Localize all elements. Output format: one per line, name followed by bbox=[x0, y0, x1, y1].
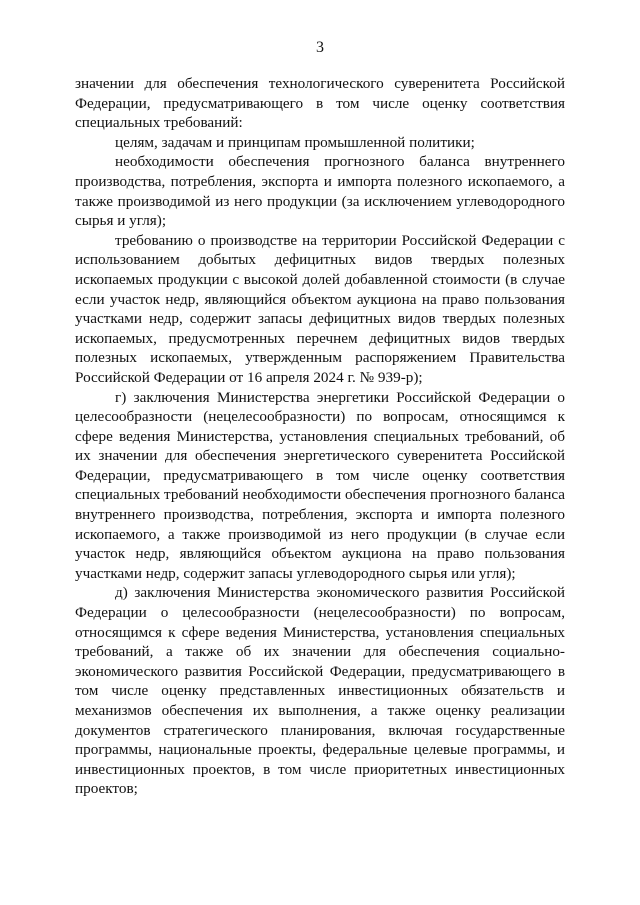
paragraph-industrial-policy: целям, задачам и принципам промышленной политики; bbox=[115, 133, 475, 151]
paragraph-forecast-balance: необходимости обеспечения прогнозного баланса внутреннего производства, потребления, экспорта и импорта полезного ископаемого, а также производимой из него продукции (за исключением углеводородного сырья и угля); bbox=[75, 153, 565, 230]
paragraph-item-d-ministry-of-economic-development: д) заключения Министерства экономического развития Российской Федерации о целесообразности (нецелесообразности) по вопросам, относящимся к сфере ведения Министерства, установления специальных требований, а также об их значении для обеспечения социально-экономического развития Российской Федерации, предусматривающего в том числе оценку представленных инвестиционных обязательств и механизмов обеспечения их выполнения, а также оценку реализации документов стратегического планирования, включая государственные программы, национальные проекты, федеральные целевые программы, и инвестиционных проектов, в том числе приоритетных инвестиционных проектов; bbox=[75, 584, 565, 798]
document-body bbox=[75, 74, 565, 799]
paragraph-domestic-production-requirement: требованию о производстве на территории Российской Федерации с использованием добытых дефицитных видов твердых полезных ископаемых продукции с высокой долей добавленной стоимости (в случае если участок недр, являющийся объектом аукциона на право пользования участками недр, содержит запасы дефицитных видов твердых полезных ископаемых, предусмотренных перечнем дефицитных видов твердых полезных ископаемых, утвержденным распоряжением Правительства Российской Федерации от 16 апреля 2024 г. № 939-р); bbox=[75, 231, 565, 386]
paragraph-continuation: значении для обеспечения технологического суверенитета Российской Федерации, предусматривающего в том числе оценку соответствия специальных требований: bbox=[75, 75, 565, 132]
paragraph-item-g-ministry-of-energy: г) заключения Министерства энергетики Российской Федерации о целесообразности (нецелесообразности) по вопросам, относящимся к сфере ведения Министерства, установления специальных требований, об их значении для обеспечения энергетического суверенитета Российской Федерации, предусматривающего в том числе оценку соответствия специальных требований необходимости обеспечения прогнозного баланса внутреннего производства, потребления, экспорта и импорта полезного ископаемого, а также производимой из него продукции (в случае если участок недр, являющийся объектом аукциона на право пользования участками недр, содержит запасы углеводородного сырья или угля); bbox=[75, 388, 565, 582]
page-number: 3 bbox=[316, 39, 324, 56]
